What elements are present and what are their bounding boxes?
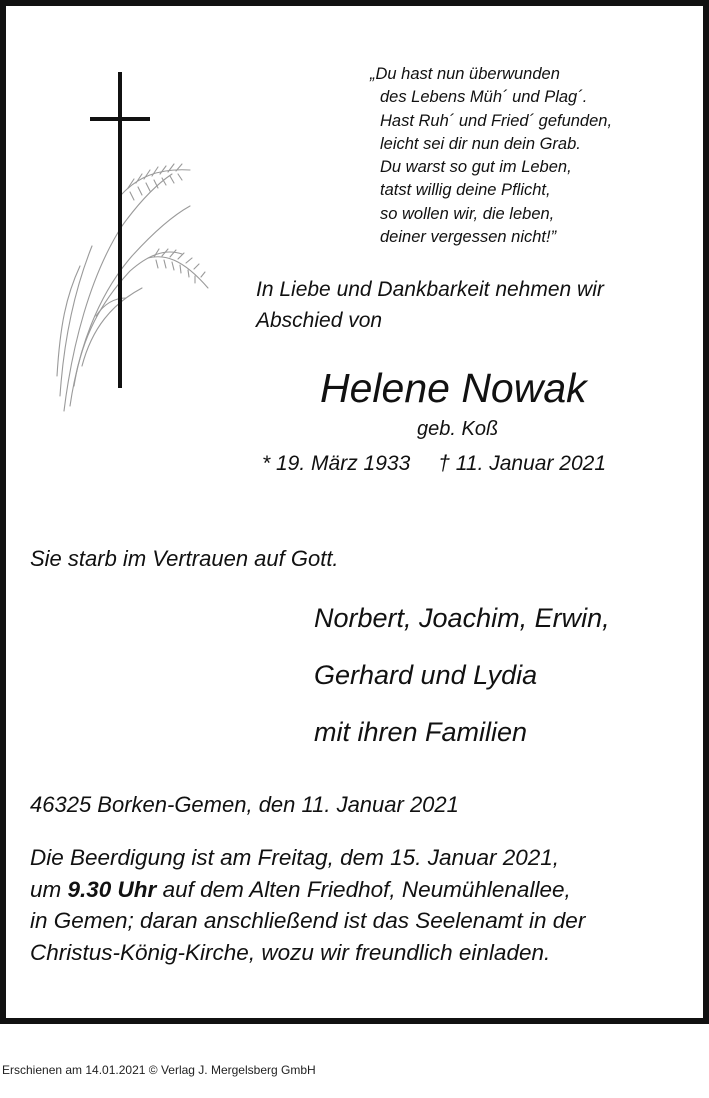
poem-line: „Du hast nun überwunden [370,65,560,83]
poem-line: Du warst so gut im Leben, [380,158,572,177]
poem-line: Hast Ruh´ und Fried´ gefunden, [380,111,613,130]
funeral-info [30,842,585,968]
mourners-line: Gerhard und Lydia [314,660,538,690]
mourners-line: Norbert, Joachim, Erwin, [314,603,610,633]
cross-with-wheat-icon [52,66,222,416]
funeral-line-1: Die Beerdigung ist am Freitag, dem 15. Januar 2021, [30,845,560,870]
funeral-line-2-post: auf dem Alten Friedhof, Neumühlenallee, [156,876,571,902]
intro-line-2: Abschied von [256,309,383,332]
poem-line: tatst willig deine Pflicht, [380,181,551,200]
intro-text [256,274,604,336]
poem-line: des Lebens Müh´ und Plag´. [380,88,588,107]
intro-line-1: In Liebe und Dankbarkeit nehmen wir [256,278,604,301]
death-date: † 11. Januar 2021 [438,452,607,475]
faith-statement: Sie starb im Vertrauen auf Gott. [30,546,339,571]
maiden-name: geb. Koß [417,418,499,440]
poem-line: deiner vergessen nicht!” [380,228,557,247]
poem-line: so wollen wir, die leben, [380,204,555,223]
publication-footer: Erschienen am 14.01.2021 © Verlag J. Mergelsberg GmbH [2,1063,316,1077]
funeral-line-2 [30,874,585,906]
poem [370,63,612,249]
funeral-line-4: Christus-König-Kirche, wozu wir freundlich einladen. [30,939,551,965]
funeral-line-2-pre: um [30,876,68,902]
deceased-name: Helene Nowak [320,365,587,411]
mourners [314,590,610,761]
birth-date: * 19. März 1933 [262,452,411,475]
funeral-time: 9.30 Uhr [67,876,157,902]
place-date: 46325 Borken-Gemen, den 11. Januar 2021 [30,792,459,817]
funeral-line-3: in Gemen; daran anschließend ist das Seelenamt in der [30,908,586,933]
poem-line: leicht sei dir nun dein Grab. [380,134,581,153]
life-dates [262,452,606,476]
mourners-line: mit ihren Familien [314,717,528,747]
